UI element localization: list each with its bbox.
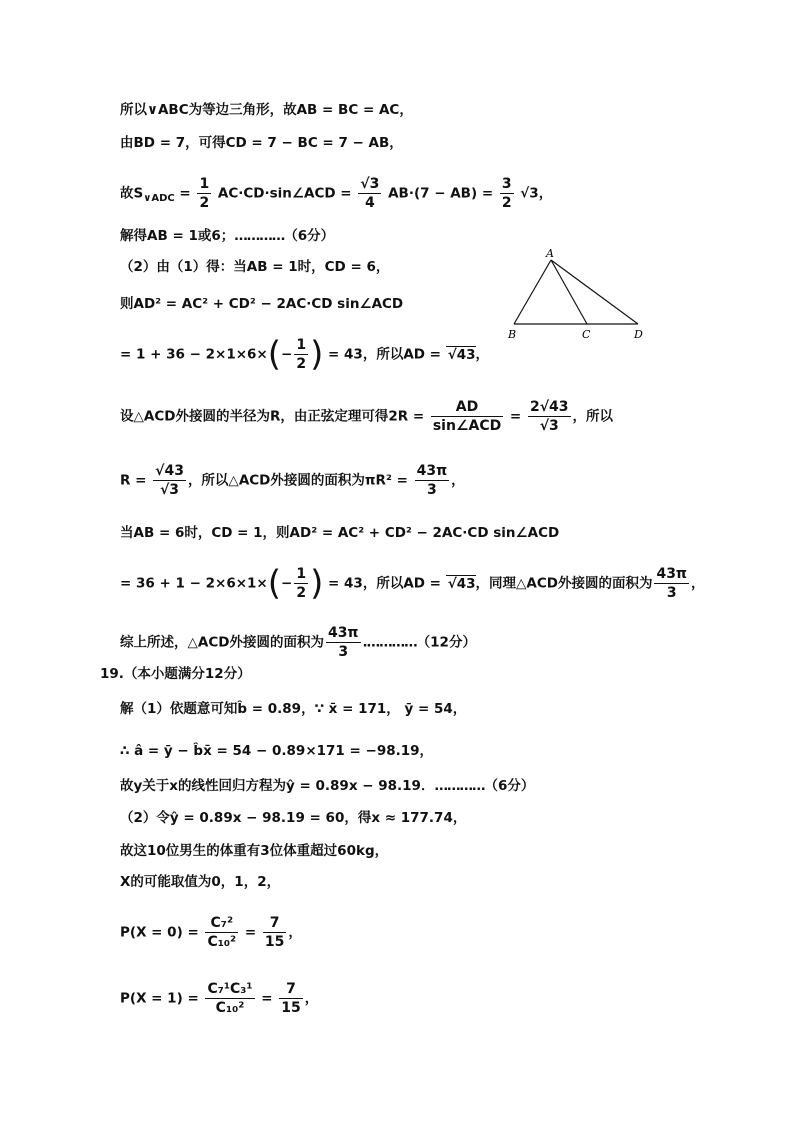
prob1-val-den: 15 [281, 1000, 301, 1016]
radius-text: ，所以△ACD外接圆的面积为πR² = [187, 472, 413, 489]
line-prob-1 [120, 980, 318, 1017]
ad2-calc: = 36 + 1 − 2×6×1× [120, 575, 268, 592]
frac-3-2 [500, 175, 514, 212]
frac-area2-num: 43π [656, 566, 688, 582]
line-radius [120, 462, 465, 499]
prob0-val-num: 7 [263, 914, 286, 933]
frac-root3-den2: √3 [539, 418, 559, 434]
radius-r: R = [120, 472, 152, 489]
regression-given-text: 解（1）依题意可知b̂ = 0.89，∵ x̄ = 171， ȳ = 54， [120, 701, 467, 717]
regression-dots: ………… [434, 778, 485, 794]
line-regression-eq [120, 776, 534, 796]
frac-ad-sin [431, 398, 503, 435]
area-end: √3， [520, 185, 553, 202]
frac-area3-num: 43π [327, 625, 359, 641]
line-case-ab6 [120, 523, 559, 543]
line-bd [120, 133, 403, 153]
line-ad-value [120, 336, 489, 373]
intercept-text: ∴ â = ȳ − b̂x̄ = 54 − 0.89×171 = −98.19， [120, 743, 434, 759]
line-equilateral [120, 100, 413, 120]
score-dots: ………… [234, 228, 285, 244]
prob1-val-num: 7 [279, 980, 302, 999]
frac-area3 [326, 624, 361, 661]
vertex-b-label: B [508, 328, 517, 341]
paren-right: ) [310, 334, 324, 375]
sine-law-text: 设△ACD外接圆的半径为R，由正弦定理可得2R = [120, 408, 429, 425]
frac-root3-den: 4 [364, 195, 375, 211]
area-ab: AB·(7 − AB) = [388, 185, 498, 202]
neg-half2-den: 2 [296, 585, 307, 601]
prob1-label: P(X = 1) = [120, 990, 204, 1007]
ad2-end: ， [691, 575, 705, 592]
question-19-heading [100, 664, 251, 684]
line-x-values [120, 872, 280, 892]
prob0-comb-den: C₁₀² [207, 934, 237, 950]
case-ab6-text: 当AB = 6时，CD = 1，则AD² = AC² + CD² − 2AC·CD sin∠ACD [120, 525, 560, 541]
summary-dots: .………… [362, 634, 417, 651]
prob0-label: P(X = 0) = [120, 924, 204, 941]
prob1-end: ， [304, 990, 319, 1007]
neg-half2-num: 1 [296, 566, 307, 582]
triangle-figure [500, 246, 650, 346]
area-eq: = [174, 185, 196, 202]
line-summary [120, 624, 476, 661]
edge-ad [551, 260, 638, 324]
ad-end: ， [475, 346, 489, 363]
cosine-law-text: 则AD² = AC² + CD² − 2AC·CD sin∠ACD [120, 296, 404, 312]
frac-area1-den: 3 [427, 482, 437, 498]
prob1-eq: = [256, 990, 278, 1007]
paren-left: ( [267, 334, 281, 375]
score-6: （6分） [284, 228, 335, 244]
line-cosine-law [120, 294, 403, 314]
ad-minus: − [281, 346, 293, 363]
ad-root: √43 [447, 346, 476, 363]
frac-2root43-num: 2√43 [529, 399, 569, 415]
area-s: 故S [120, 185, 144, 202]
score-12: （12分） [416, 634, 476, 651]
vertex-c-label: C [582, 328, 591, 341]
line-regression-given [120, 699, 466, 719]
line-solve-x [120, 808, 466, 828]
line-part2 [120, 257, 389, 277]
ad2-result: = 43，所以AD = [323, 575, 446, 592]
frac-root3-4 [358, 175, 381, 212]
question-19-text: 19.（本小题满分12分） [100, 666, 251, 682]
vertex-a-label: A [546, 247, 554, 260]
prob1-comb-num: C₇¹C₃¹ [207, 981, 253, 997]
paren-left2: ( [267, 563, 281, 604]
frac-area1 [415, 462, 450, 499]
overweight-text: 故这10位男生的体重有3位体重超过60kg， [120, 843, 389, 859]
neg-half-num: 1 [296, 337, 307, 353]
line-overweight [120, 841, 388, 861]
frac-r-den: √3 [159, 482, 180, 498]
frac-half-den: 2 [199, 195, 210, 211]
ad-result: = 43，所以AD = [323, 346, 446, 363]
prob0-comb-num: C₇² [205, 914, 238, 933]
frac-2-den: 2 [501, 195, 512, 211]
frac-root3-num: √3 [360, 176, 380, 192]
line-ab-solution [120, 226, 334, 246]
sine-eq: = [505, 408, 526, 425]
frac-prob1-comb [205, 980, 254, 1017]
ad2-root: √43 [447, 575, 476, 592]
ad2-text: ，同理△ACD外接圆的面积为 [475, 575, 653, 592]
paren-right2: ) [310, 563, 324, 604]
edge-ac [551, 260, 587, 324]
regression-score: （6分） [484, 778, 535, 794]
neg-half-den: 2 [296, 356, 307, 372]
frac-prob0-comb [205, 914, 238, 951]
frac-ad-num: AD [431, 398, 503, 417]
line-bd-text: 由BD = 7，可得CD = 7 − BC = 7 − AB， [120, 135, 403, 151]
ad-calc: = 1 + 36 − 2×1×6× [120, 346, 268, 363]
prob0-val-den: 15 [264, 934, 285, 950]
line-ad-value2 [120, 565, 705, 602]
frac-r-num: √43 [155, 463, 184, 479]
prob0-end: ， [288, 924, 302, 941]
vertex-d-label: D [634, 328, 643, 341]
frac-2root43 [528, 398, 571, 435]
frac-area1-num: 43π [416, 463, 448, 479]
line-intercept [120, 741, 433, 761]
prob0-eq: = [240, 924, 261, 941]
solve-x-text: （2）令ŷ = 0.89x − 98.19 = 60，得x ≈ 177.74， [120, 810, 467, 826]
frac-prob1-val [279, 980, 302, 1017]
x-values-text: X的可能取值为0，1，2， [120, 874, 281, 890]
frac-area3-den: 3 [338, 644, 349, 660]
regression-eq-text: 故y关于x的线性回归方程为ŷ = 0.89x − 98.19． [120, 778, 435, 794]
ab-solution-text: 解得AB = 1或6； [120, 228, 235, 244]
summary-text: 综上所述，△ACD外接圆的面积为 [120, 634, 324, 651]
line-equilateral-text: 所以∨ABC为等边三角形，故AB = BC = AC， [120, 102, 413, 118]
area-mid: AC·CD·sin∠ACD = [217, 185, 357, 202]
frac-neg-half [294, 336, 308, 373]
frac-neg-half2 [294, 565, 308, 602]
prob1-comb-den: C₁₀² [215, 1000, 245, 1016]
frac-area2 [654, 565, 689, 602]
frac-prob0-val [263, 914, 286, 951]
frac-half-num: 1 [199, 176, 210, 192]
frac-half [197, 175, 211, 212]
frac-sin-den: sin∠ACD [432, 418, 502, 434]
frac-area2-den: 3 [666, 585, 677, 601]
line-sine-law [120, 398, 613, 435]
ad2-minus: − [281, 575, 293, 592]
edge-ab [514, 260, 551, 324]
area-sub: ∨ADC [143, 193, 175, 205]
frac-3-num: 3 [501, 176, 512, 192]
line-prob-0 [120, 914, 302, 951]
part2-text: （2）由（1）得：当AB = 1时，CD = 6， [120, 259, 390, 275]
frac-r [153, 462, 186, 499]
radius-end: ， [451, 472, 465, 489]
sine-end: ，所以 [572, 408, 614, 425]
line-area-formula [120, 175, 552, 212]
